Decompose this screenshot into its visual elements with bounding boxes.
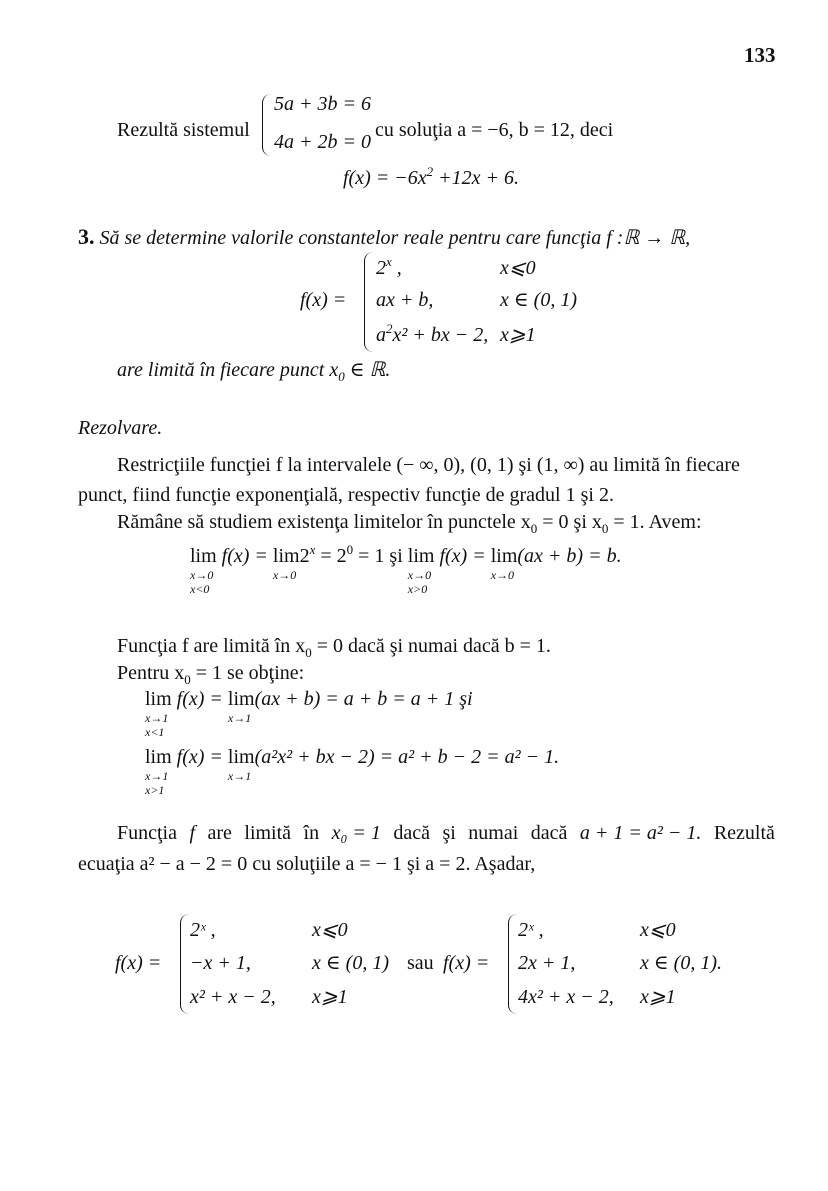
final-sau: sau (407, 952, 434, 974)
word: dacă (530, 822, 568, 844)
word: şi (442, 822, 456, 844)
final-case-condition: x⩽0 (640, 919, 676, 941)
page-number: 133 (744, 43, 776, 67)
problem-tail (117, 358, 390, 382)
word: limită (244, 822, 292, 844)
final-case-condition: x⩽0 (312, 919, 348, 941)
text-part: Rămâne să studiem existenţa limitelor în punctele x (117, 511, 531, 533)
piecewise-label: f(x) = (300, 289, 347, 311)
final-left-label: f(x) = (115, 952, 162, 974)
word: dacă (393, 822, 430, 844)
piecewise-condition: x ∈ (0, 1) (500, 289, 578, 311)
system-result (343, 166, 519, 190)
piecewise-expr: $a^2x^2$ + bx − 2, (376, 321, 489, 346)
paragraph-line: ecuaţia a² − a − 2 = 0 cu soluţiile a = − 1 şi a = 2. Aşadar, (78, 853, 536, 875)
word: în (303, 822, 320, 844)
result-part: f(x) = −6x (343, 167, 427, 189)
problem-text: Să se determine valorile constantelor reale pentru care funcţia f :ℝ → ℝ, (99, 227, 691, 249)
word: x₀ = 1 (331, 822, 381, 844)
final-case-expr: 2ˣ , (518, 919, 544, 941)
final-case-expr: 2ˣ , (190, 919, 216, 941)
lim-operator: lim x→0 x>0 (407, 545, 435, 596)
system-solution: cu soluţia a = −6, b = 12, deci (375, 119, 614, 141)
paragraph-line: Restricţiile funcţiei f la intervalele (− ∞, 0), (0, 1) şi (1, ∞) au limită în fiecare (117, 454, 740, 476)
piecewise-condition: x⩽0 (500, 257, 536, 279)
final-right-brace (508, 914, 517, 1014)
lim-operator: lim x→0 (490, 545, 518, 582)
final-case-expr: x² + x − 2, (190, 986, 276, 1008)
limit-equation-x1-left: lim x→1 x<1 f(x) = lim x→1 (ax + b) = a + b = a + 1 şi (145, 688, 473, 739)
paragraph-line: Funcţia f are limită în $x_0 = 0$ dacă şi numai dacă b = 1. (117, 635, 551, 660)
lim-operator: lim x→1 (227, 688, 255, 725)
lim-operator: lim x→1 x>1 (145, 746, 172, 797)
paragraph-line (117, 821, 775, 845)
lim-operator: lim x→1 (227, 746, 255, 783)
word: are (207, 822, 232, 844)
sub: 0 (530, 521, 538, 536)
sub: 0 (601, 521, 609, 536)
piecewise-expr: 2$^x$ , (376, 254, 402, 279)
word: a + 1 = a² − 1. (579, 822, 702, 844)
final-case-condition: x⩾1 (312, 986, 348, 1008)
solution-heading: Rezolvare. (78, 417, 163, 439)
paragraph-line: Pentru $x_0 = 1$ se obţine: (117, 662, 305, 687)
result-exp: 2 (426, 164, 434, 179)
problem-number: 3. (78, 224, 95, 249)
tail-part: are limită în fiecare punct x (117, 359, 339, 381)
limit-equation-x1-right: lim x→1 x>1 f(x) = lim x→1 (a²x² + bx − 2) = a² + b − 2 = a² − 1. (145, 746, 560, 797)
final-case-condition: x ∈ (0, 1) (312, 952, 390, 974)
paragraph-line: punct, fiind funcţie exponenţială, respectiv funcţie de gradul 1 şi 2. (78, 484, 614, 506)
final-right-label: f(x) = (443, 952, 490, 974)
final-case-expr: 2x + 1, (518, 952, 576, 974)
tail-sub: 0 (338, 369, 345, 384)
lim-operator: lim x→0 (272, 545, 300, 582)
system-intro: Rezultă sistemul (117, 119, 250, 141)
final-left-brace (180, 914, 189, 1014)
piecewise-brace (364, 252, 373, 352)
lim-operator: lim x→0 x<0 (190, 545, 217, 596)
piecewise-condition: x⩾1 (500, 324, 536, 346)
piecewise-expr: ax + b, (376, 289, 434, 311)
word: Funcţia (117, 822, 177, 844)
text-part: = 0 şi x (537, 511, 602, 533)
final-case-expr: −x + 1, (190, 952, 251, 974)
tail-part: ∈ ℝ. (344, 359, 391, 381)
word: numai (468, 822, 519, 844)
problem-statement (78, 225, 690, 250)
system-brace (262, 94, 271, 156)
final-case-expr: 4x² + x − 2, (518, 986, 614, 1008)
word: Rezultă (713, 822, 775, 844)
result-part: +12x + 6. (433, 167, 519, 189)
paragraph-line (117, 510, 702, 534)
final-case-condition: x ∈ (0, 1). (640, 952, 723, 974)
word: f (189, 822, 196, 844)
limit-equation-x0: lim x→0 x<0 f(x) = lim x→0 $2^x = 2^0 = 1$ şi lim x→0 x>0 f(x) = lim x→0 (ax + b) = b. (190, 542, 622, 596)
system-eq2: 4a + 2b = 0 (274, 131, 371, 153)
system-eq1: 5a + 3b = 6 (274, 93, 371, 115)
text-part: = 1. Avem: (608, 511, 702, 533)
lim-operator: lim x→1 x<1 (145, 688, 172, 739)
final-case-condition: x⩾1 (640, 986, 676, 1008)
